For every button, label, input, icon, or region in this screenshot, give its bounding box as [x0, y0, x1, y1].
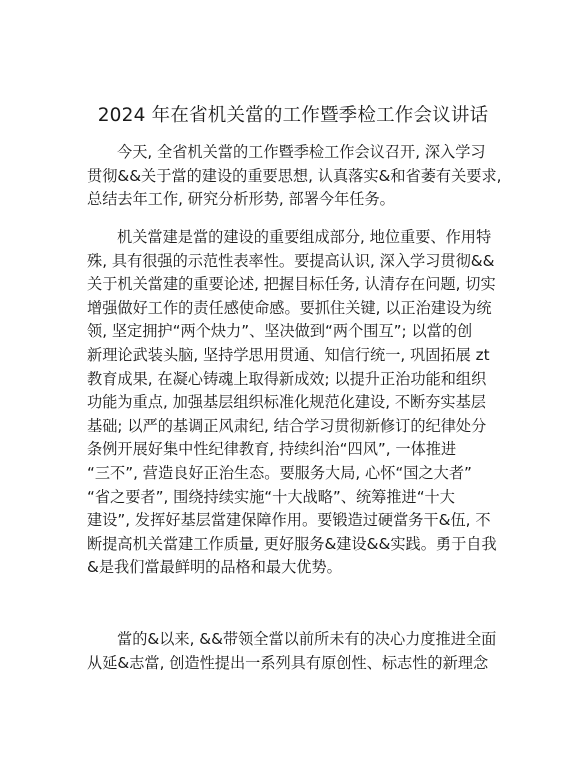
paragraph-line: &是我们當最鲜明的品格和最大优势。	[87, 558, 342, 577]
paragraph-line: 关于机关當建的重要论述, 把握目标任务, 认清存在问题, 切实	[87, 275, 496, 294]
paragraph-line: 增强做好工作的责任感使命感。要抓住关键, 以正治建设为统	[87, 298, 492, 317]
paragraph-3	[87, 628, 507, 675]
paragraph-line: 當的&以来, &&带领全當以前所未有的决心力度推进全面	[117, 630, 497, 648]
paragraph-line: 机关當建是當的建设的重要组成部分, 地位重要、作用特	[117, 228, 492, 246]
paragraph-line: 新理论武装头脑, 坚持学思用贯通、知信行统一, 巩固拓展 zt	[87, 345, 490, 364]
paragraph-2	[87, 226, 507, 580]
paragraph-line: “三不”, 营造良好正治生态。要服务大局, 心怀“国之大者”	[87, 463, 472, 482]
paragraph-line: 建设”, 发挥好基层當建保障作用。要锻造过硬當务干&伍, 不	[87, 511, 491, 530]
paragraph-line: 领, 坚定拥护“两个炔力”、坚决做到“两个围互”; 以當的创	[87, 322, 473, 341]
paragraph-line: 功能为重点, 加强基层组织标准化规范化建设, 不断夯实基层	[87, 393, 486, 412]
paragraph-1	[87, 141, 507, 212]
paragraph-line: 殊, 具有很强的示范性表率性。要提高认识, 深入学习贯彻&&	[87, 251, 495, 270]
paragraph-line: 总结去年工作, 研究分析形势, 部署今年任务。	[87, 190, 395, 209]
paragraph-line: 断提高机关當建工作质量, 更好服务&建设&&实践。勇于自我	[87, 534, 497, 553]
paragraph-line: 条例开展好集中性纪律教育, 持续纠治“四风”, 一体推进	[87, 440, 457, 459]
document-title: 2024 年在省机关當的工作暨季检工作会议讲话	[97, 105, 489, 126]
paragraph-line: 今天, 全省机关當的工作暨季检工作会议召开, 深入学习	[117, 143, 486, 161]
paragraph-line: 贯彻&&关于當的建设的重要思想, 认真落实&和省萎有关要求,	[87, 166, 502, 185]
paragraph-line: 从延&志當, 创造性提出一系列具有原创性、标志性的新理念	[87, 653, 489, 672]
paragraph-line: “省之要者”, 围绕持续实施“十大战略”、统筹推进“十大	[87, 487, 455, 506]
paragraph-line: 教育成果, 在凝心铸魂上取得新成效; 以提升正治功能和组织	[87, 369, 487, 388]
paragraph-line: 基础; 以严的基调正风肃纪, 结合学习贯彻新修订的纪律处分	[87, 416, 487, 435]
